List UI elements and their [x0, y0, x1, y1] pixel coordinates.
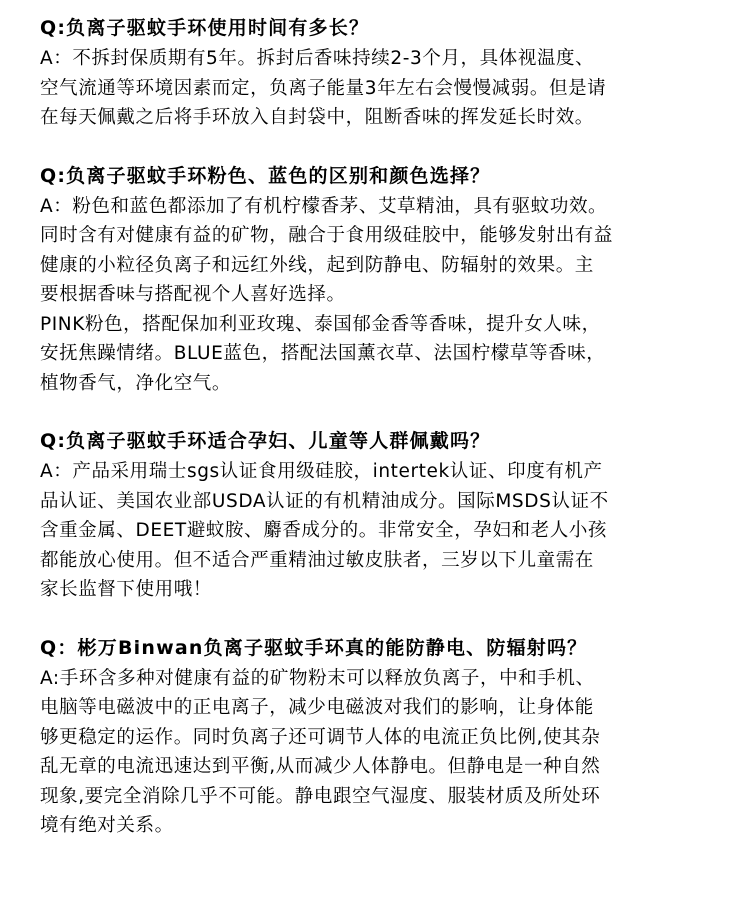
faq-section-usage-duration	[40, 13, 706, 133]
faq-answer-line: 够更稳定的运作。同时负离子还可调节人体的电流正负比例,使其杂	[40, 726, 601, 748]
faq-answer-line: 植物香气，净化空气。	[40, 372, 232, 394]
faq-answer-line: 在每天佩戴之后将手环放入自封袋中，阻断香味的挥发延长时效。	[40, 107, 594, 128]
faq-answer-line: A：产品采用瑞士sgs认证食用级硅胶，intertek认证、印度有机产	[40, 461, 603, 482]
faq-answer-line: 空气流通等环境因素而定，负离子能量3年左右会慢慢减弱。但是请	[40, 77, 607, 99]
faq-answer-line: 电脑等电磁波中的正电离子，减少电磁波对我们的影响，让身体能	[40, 697, 594, 718]
faq-question: Q:负离子驱蚊手环粉色、蓝色的区别和颜色选择？	[40, 164, 491, 187]
faq-answer-line: 家长监督下使用哦！	[40, 579, 212, 600]
faq-answer-line: 含重金属、DEET避蚊胺、麝香成分的。非常安全，孕妇和老人小孩	[40, 520, 608, 541]
faq-answer-line: 乱无章的电流迅速达到平衡,从而减少人体静电。但静电是一种自然	[40, 756, 601, 777]
faq-answer-line: 健康的小粒径负离子和远红外线，起到防静电、防辐射的效果。主	[40, 254, 594, 276]
faq-answer-line: 现象,要完全消除几乎不可能。静电跟空气湿度、服装材质及所处环	[40, 785, 601, 807]
faq-section-color-choice	[40, 161, 706, 399]
faq-answer-line: 品认证、美国农业部USDA认证的有机精油成分。国际MSDS认证不	[40, 490, 609, 512]
faq-answer-line: 安抚焦躁情绪。BLUE蓝色，搭配法国薰衣草、法国柠檬草等香味，	[40, 343, 606, 364]
faq-answer-line: A：不拆封保质期有5年。拆封后香味持续2-3个月，具体视温度、	[40, 48, 595, 69]
faq-answer-line: 同时含有对健康有益的矿物，融合于食用级硅胶中，能够发射出有益	[40, 225, 614, 246]
faq-answer-line: A:手环含多种对健康有益的矿物粉末可以释放负离子，中和手机、	[40, 667, 595, 689]
faq-answer-line: 都能放心使用。但不适合严重精油过敏皮肤者，三岁以下儿童需在	[40, 549, 594, 571]
faq-section-pregnant-children	[40, 426, 706, 605]
faq-question: Q:负离子驱蚊手环使用时间有多长？	[40, 17, 370, 39]
faq-answer-line: PINK粉色，搭配保加利亚玫瑰、泰国郁金香等香味，提升女人味，	[40, 313, 601, 335]
faq-answer-line: 要根据香味与搭配视个人喜好选择。	[40, 284, 346, 305]
faq-question: Q：彬万Binwan负离子驱蚊手环真的能防静电、防辐射吗？	[40, 636, 588, 659]
faq-answer-line: A：粉色和蓝色都添加了有机柠檬香茅、艾草精油，具有驱蚊功效。	[40, 195, 608, 217]
faq-question: Q:负离子驱蚊手环适合孕妇、儿童等人群佩戴吗？	[40, 430, 491, 452]
faq-section-antistatic	[40, 633, 706, 841]
faq-answer-line: 境有绝对关系。	[40, 815, 174, 836]
